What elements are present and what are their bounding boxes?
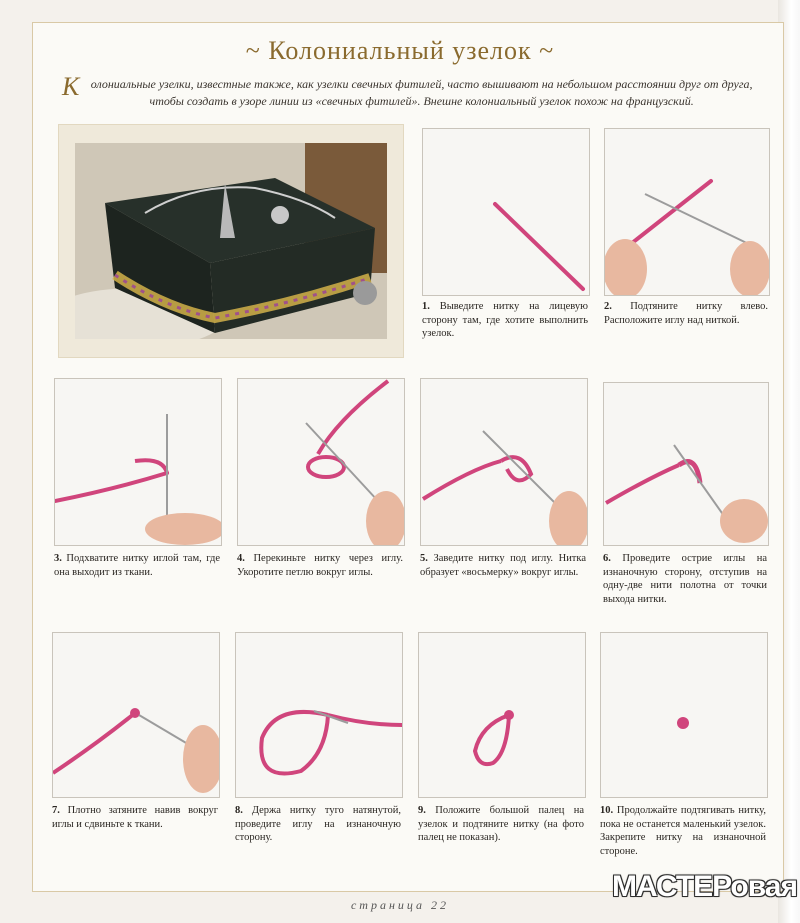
- step-10-image: [600, 632, 768, 798]
- step-1-caption: [422, 300, 588, 341]
- step-3-number: 3.: [54, 553, 62, 564]
- step-4-text: Перекиньте нитку через иглу. Укоротите петлю вокруг иглы.: [237, 553, 403, 578]
- step-2-caption: [604, 300, 768, 327]
- pincushion-photo: [75, 143, 387, 339]
- intro-paragraph: [62, 72, 762, 110]
- step-5-number: 5.: [420, 553, 428, 564]
- step-4-caption: [237, 552, 403, 579]
- step-2-text: Подтяните нитку влево. Расположите иглу над ниткой.: [604, 301, 768, 326]
- step-8-caption: [235, 804, 401, 845]
- step-9-image: [418, 632, 586, 798]
- step-9-text: Положите большой палец на узелок и подтяните нитку (на фото палец не показан).: [418, 805, 585, 843]
- step-10-text: Продолжайте подтягивать нитку, пока не останется маленький узелок. Закрепите нитку на изнаночной стороне.: [600, 805, 767, 857]
- step-1-image: [422, 128, 590, 296]
- step-6-caption: [603, 552, 767, 606]
- step-10-caption: [600, 804, 766, 858]
- step-5-caption: [420, 552, 586, 579]
- page-footer: страница 22: [350, 898, 450, 912]
- step-3-caption: [54, 552, 220, 579]
- step-9-caption: [418, 804, 584, 845]
- step-6-text: Проведите острие иглы на изнаночную сторону, отступив на одну-две нити полотна от точки выхода нитки.: [603, 553, 767, 605]
- intro-dropcap: К: [62, 72, 80, 101]
- step-8-number: 8.: [235, 805, 243, 816]
- step-6-number: 6.: [603, 553, 611, 564]
- step-3-image: [54, 378, 222, 546]
- intro-text: олониальные узелки, известные также, как узелки свечных фитилей, часто вышивают на небольшом расстоянии друг от друга, чтобы создать в узоре линии из «свечных фитилей». Внешне колониальный узелок похож на французский.: [90, 77, 753, 108]
- pincushion-photo-frame: [58, 124, 404, 358]
- step-1-number: 1.: [422, 301, 430, 312]
- step-3-text: Подхватите нитку иглой там, где она выходит из ткани.: [54, 553, 220, 578]
- step-6-image: [603, 382, 769, 546]
- page-title: ~ Колониальный узелок ~: [245, 36, 555, 65]
- step-2-image: [604, 128, 770, 296]
- step-5-text: Заведите нитку под иглу. Нитка образует «восьмерку» вокруг иглы.: [420, 553, 586, 578]
- step-8-image: [235, 632, 403, 798]
- step-4-image: [237, 378, 405, 546]
- step-10-number: 10.: [600, 805, 614, 816]
- step-4-number: 4.: [237, 553, 245, 564]
- step-7-image: [52, 632, 220, 798]
- watermark: МАСТЕРовая: [612, 870, 797, 903]
- step-9-number: 9.: [418, 805, 426, 816]
- step-1-text: Выведите нитку на лицевую сторону там, где хотите выполнить узелок.: [422, 301, 589, 339]
- step-8-text: Держа нитку туго натянутой, проведите иглу на изнаночную сторону.: [235, 805, 401, 843]
- step-7-text: Плотно затяните навив вокруг иглы и сдвиньте к ткани.: [52, 805, 219, 830]
- step-2-number: 2.: [604, 301, 612, 312]
- step-7-caption: [52, 804, 218, 831]
- step-7-number: 7.: [52, 805, 60, 816]
- step-5-image: [420, 378, 588, 546]
